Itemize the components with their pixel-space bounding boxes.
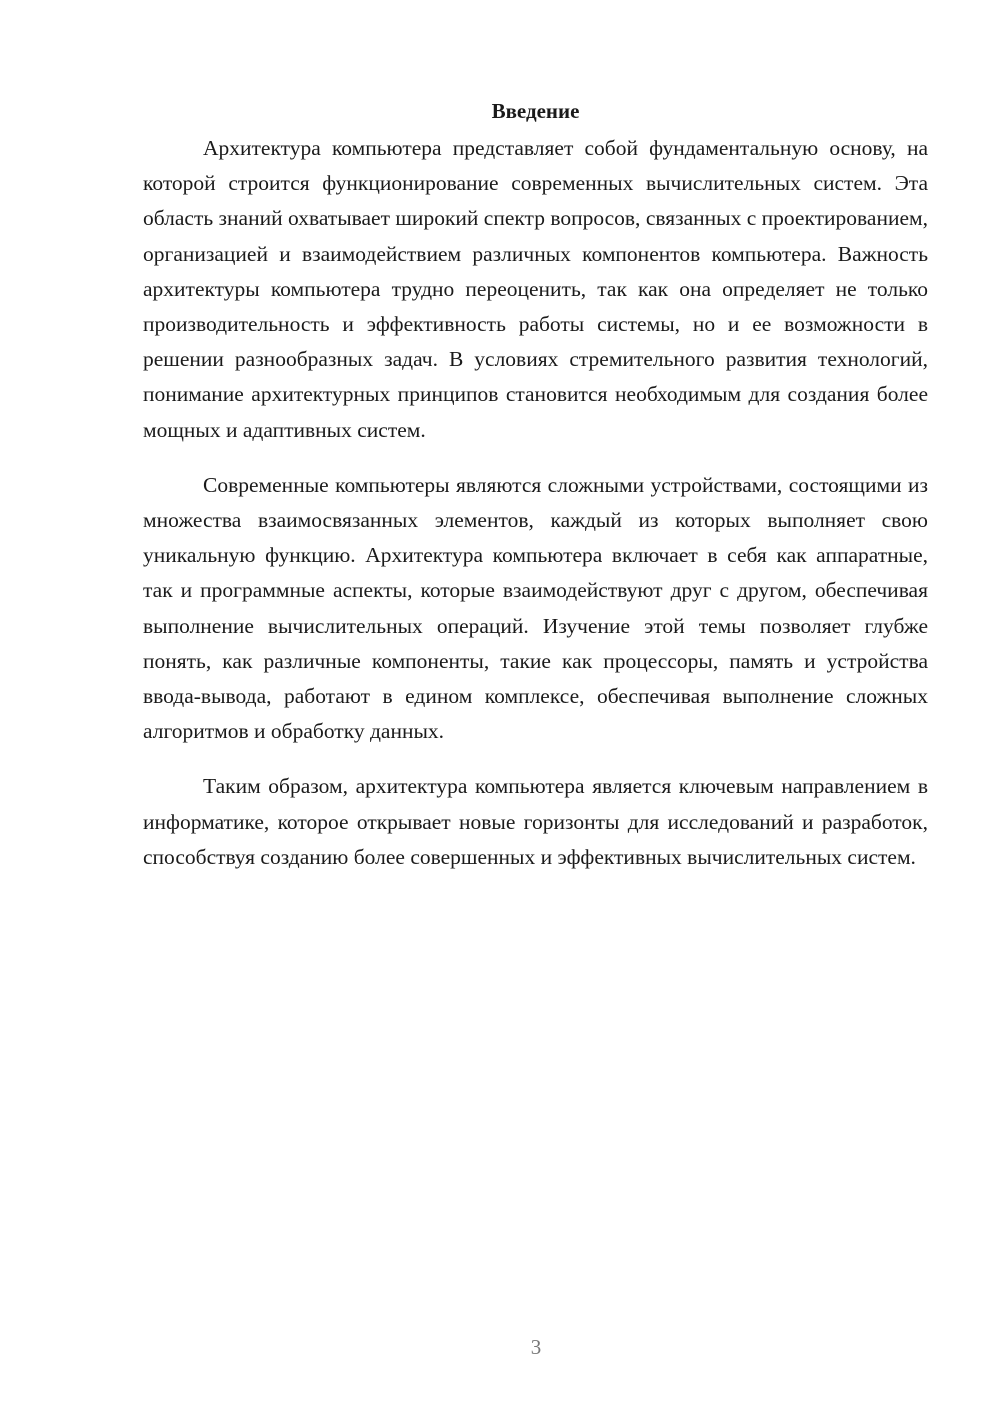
page-content (143, 96, 928, 895)
section-heading: Введение (491, 99, 580, 123)
page-number: 3 (530, 1335, 542, 1359)
paragraph-1: Архитектура компьютера представляет собой фундаментальную основу, на которой строится функционирование современных вычислительных систем. Эта область знаний охватывает широкий спектр вопросов, связанных с проектированием, организацией и взаимодействием различных компонентов компьютера. Важность архитектуры компьютера трудно переоценить, так как она определяет не только производительность и эффективность работы системы, но и ее возможности в решении разнообразных задач. В условиях стремительного развития технологий, понимание архитектурных принципов становится необходимым для создания более мощных и адаптивных систем. (143, 136, 928, 442)
paragraph-2: Современные компьютеры являются сложными устройствами, состоящими из множества взаимосвязанных элементов, каждый из которых выполняет свою уникальную функцию. Архитектура компьютера включает в себя как аппаратные, так и программные аспекты, которые взаимодействуют друг с другом, обеспечивая выполнение вычислительных операций. Изучение этой темы позволяет глубже понять, как различные компоненты, такие как процессоры, память и устройства ввода-вывода, работают в едином комплексе, обеспечивая выполнение сложных алгоритмов и обработку данных. (143, 472, 928, 744)
paragraph-3: Таким образом, архитектура компьютера является ключевым направлением в информатике, которое открывает новые горизонты для исследований и разработок, способствуя созданию более совершенных и эффективных вычислительных систем. (143, 774, 928, 869)
